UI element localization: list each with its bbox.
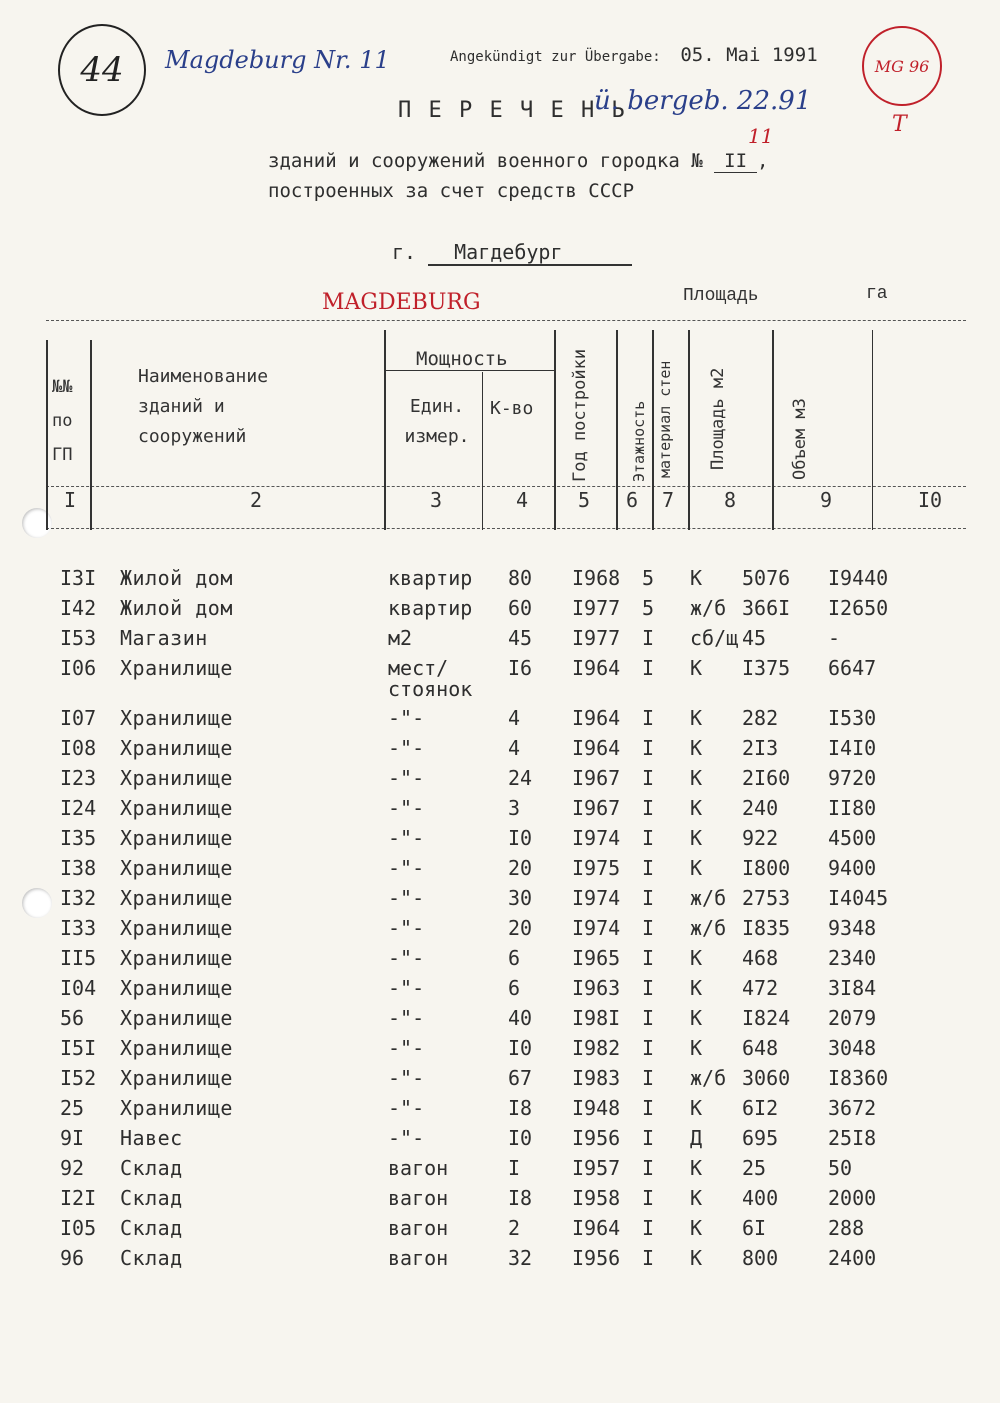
colnum-9: 9	[819, 488, 833, 512]
grid-line-1	[90, 340, 92, 530]
cell-year: I974	[572, 886, 621, 910]
cell-qty: I0	[508, 1126, 533, 1150]
cell-qty: 60	[508, 596, 533, 620]
cell-year: I968	[572, 566, 621, 590]
cell-year: I963	[572, 976, 621, 1000]
cell-no: I07	[60, 706, 97, 730]
table-row	[0, 1246, 1000, 1276]
cell-volume: 9720	[828, 766, 877, 790]
cell-area: 45	[742, 626, 767, 650]
colnum-5: 5	[577, 488, 591, 512]
header-material: материал стен	[656, 360, 674, 478]
cell-name: Хранилище	[120, 916, 233, 940]
cell-name: Хранилище	[120, 946, 233, 970]
cell-material: К	[690, 1096, 703, 1120]
cell-volume: I9440	[828, 566, 889, 590]
cell-unit: -"-	[388, 1066, 425, 1090]
cell-volume: I4045	[828, 886, 889, 910]
cell-unit: квартир	[388, 596, 473, 620]
cell-area: 366I	[742, 596, 791, 620]
table-row	[0, 566, 1000, 596]
cell-floors: I	[642, 1216, 655, 1240]
table-row	[0, 916, 1000, 946]
header-floors: Этажность	[630, 400, 648, 482]
cell-area: 400	[742, 1186, 779, 1210]
cell-floors: I	[642, 1186, 655, 1210]
mg-stamp-text: MG 96	[874, 56, 930, 76]
cell-name: Хранилище	[120, 656, 233, 680]
cell-unit: -"-	[388, 856, 425, 880]
table-row	[0, 796, 1000, 826]
header-area: Площадь м2	[708, 367, 728, 470]
cell-volume: 4500	[828, 826, 877, 850]
colnum-8: 8	[723, 488, 737, 512]
table-row	[0, 976, 1000, 1006]
town-number: II	[714, 150, 757, 173]
cell-qty: 4	[508, 706, 521, 730]
cell-qty: I8	[508, 1186, 533, 1210]
cell-unit: -"-	[388, 1096, 425, 1120]
cell-name: Хранилище	[120, 856, 233, 880]
cell-name: Хранилище	[120, 736, 233, 760]
cell-material: К	[690, 1156, 703, 1180]
cell-no: 92	[60, 1156, 85, 1180]
grid-line-8	[772, 330, 774, 530]
cell-material: К	[690, 656, 703, 680]
cell-unit2: стоянок	[388, 677, 473, 701]
cell-year: I967	[572, 766, 621, 790]
cell-qty: 20	[508, 856, 533, 880]
colnum-3: 3	[429, 488, 443, 512]
subtitle-line-1: зданий и сооружений военного городка № II ,	[268, 150, 769, 172]
mg-circle-stamp	[862, 26, 942, 106]
cell-floors: I	[642, 766, 655, 790]
cell-volume: 2079	[828, 1006, 877, 1030]
cell-no: I42	[60, 596, 97, 620]
cell-qty: 45	[508, 626, 533, 650]
cell-year: I982	[572, 1036, 621, 1060]
cell-floors: 5	[642, 596, 655, 620]
cell-material: К	[690, 766, 703, 790]
cell-material: К	[690, 856, 703, 880]
cell-no: I08	[60, 736, 97, 760]
city-name: Магдебург	[428, 240, 632, 266]
cell-year: I977	[572, 626, 621, 650]
cell-volume: 9348	[828, 916, 877, 940]
cell-material: К	[690, 736, 703, 760]
cell-qty: 24	[508, 766, 533, 790]
cell-year: I965	[572, 946, 621, 970]
cell-area: I824	[742, 1006, 791, 1030]
cell-volume: 288	[828, 1216, 865, 1240]
cell-unit: -"-	[388, 886, 425, 910]
grid-line-0	[46, 340, 48, 530]
header-name: Наименование зданий и сооружений	[138, 366, 269, 447]
cell-no: 25	[60, 1096, 85, 1120]
cell-year: I964	[572, 706, 621, 730]
cell-unit: м2	[388, 626, 413, 650]
colnum-10: I0	[917, 488, 943, 512]
cell-area: 3060	[742, 1066, 791, 1090]
cell-floors: I	[642, 736, 655, 760]
circled-number-text: 44	[80, 50, 124, 90]
table-row	[0, 1006, 1000, 1036]
cell-no: I5I	[60, 1036, 97, 1060]
cell-no: I24	[60, 796, 97, 820]
subtitle-line-2: построенных за счет средств СССР	[268, 180, 635, 202]
cell-material: К	[690, 1036, 703, 1060]
cell-floors: I	[642, 946, 655, 970]
table-row	[0, 706, 1000, 736]
stamp-mark: T	[892, 112, 907, 137]
cell-name: Навес	[120, 1126, 183, 1150]
table-row	[0, 1126, 1000, 1156]
cell-area: 648	[742, 1036, 779, 1060]
table-row	[0, 856, 1000, 886]
cell-area: I835	[742, 916, 791, 940]
cell-qty: 6	[508, 976, 521, 1000]
table-row	[0, 1156, 1000, 1186]
cell-qty: 4	[508, 736, 521, 760]
circled-page-number	[58, 24, 146, 116]
table-row	[0, 626, 1000, 656]
cell-name: Хранилище	[120, 1006, 233, 1030]
cell-floors: I	[642, 1246, 655, 1270]
grid-line-3	[482, 372, 483, 530]
cell-area: 25	[742, 1156, 767, 1180]
cell-floors: I	[642, 706, 655, 730]
grid-line-4	[554, 330, 556, 530]
cell-no: I06	[60, 656, 97, 680]
header-capacity: Мощность	[416, 348, 508, 370]
cell-area: 800	[742, 1246, 779, 1270]
cell-floors: I	[642, 1006, 655, 1030]
cell-area: I800	[742, 856, 791, 880]
cell-unit: -"-	[388, 1126, 425, 1150]
stamp-date: 05. Mai 1991	[680, 44, 818, 66]
table-row	[0, 1096, 1000, 1126]
top-handwritten-note: Magdeburg Nr. 11	[165, 46, 390, 74]
colnum-2: 2	[249, 488, 263, 512]
city-latin-handwritten: MAGDEBURG	[322, 290, 481, 315]
cell-name: Хранилище	[120, 1036, 233, 1060]
cell-volume: 3048	[828, 1036, 877, 1060]
cell-floors: I	[642, 796, 655, 820]
cell-area: 6I	[742, 1216, 767, 1240]
cell-volume: I4I0	[828, 736, 877, 760]
cell-floors: I	[642, 1066, 655, 1090]
cell-floors: I	[642, 976, 655, 1000]
cell-qty: 30	[508, 886, 533, 910]
cell-year: I964	[572, 656, 621, 680]
cell-qty: 20	[508, 916, 533, 940]
cell-material: ж/б	[690, 596, 727, 620]
colnum-1: I	[63, 488, 77, 512]
cell-material: К	[690, 796, 703, 820]
cell-name: Хранилище	[120, 826, 233, 850]
cell-volume: 3672	[828, 1096, 877, 1120]
cell-material: Д	[690, 1126, 703, 1150]
cell-floors: I	[642, 886, 655, 910]
cell-no: I53	[60, 626, 97, 650]
cell-no: I04	[60, 976, 97, 1000]
cell-no: 56	[60, 1006, 85, 1030]
table-row	[0, 826, 1000, 856]
cell-material: К	[690, 706, 703, 730]
cell-material: ж/б	[690, 886, 727, 910]
cell-unit: -"-	[388, 976, 425, 1000]
colnum-7: 7	[661, 488, 675, 512]
cell-name: Жилой дом	[120, 596, 233, 620]
table-header-bottom	[46, 528, 966, 529]
cell-unit: вагон	[388, 1216, 449, 1240]
cell-area: 2I3	[742, 736, 779, 760]
header-year: Год постройки	[570, 348, 590, 482]
cell-year: I948	[572, 1096, 621, 1120]
cell-name: Хранилище	[120, 706, 233, 730]
cell-qty: 2	[508, 1216, 521, 1240]
cell-unit: вагон	[388, 1246, 449, 1270]
cell-material: К	[690, 976, 703, 1000]
colnum-6: 6	[625, 488, 639, 512]
cell-year: I964	[572, 736, 621, 760]
cell-qty: 3	[508, 796, 521, 820]
table-row	[0, 1036, 1000, 1066]
cell-name: Склад	[120, 1156, 183, 1180]
cell-year: I957	[572, 1156, 621, 1180]
cell-volume: 6647	[828, 656, 877, 680]
town-number-correction: 11	[748, 124, 774, 148]
cell-volume: -	[828, 626, 841, 650]
cell-volume: 9400	[828, 856, 877, 880]
cell-name: Склад	[120, 1246, 183, 1270]
cell-qty: 40	[508, 1006, 533, 1030]
header-no: №№ по ГП	[52, 377, 73, 465]
cell-no: 96	[60, 1246, 85, 1270]
column-number-border	[46, 486, 966, 487]
cell-unit: -"-	[388, 706, 425, 730]
cell-unit: мест/	[388, 656, 449, 680]
cell-no: I52	[60, 1066, 97, 1090]
cell-qty: 32	[508, 1246, 533, 1270]
cell-no: I2I	[60, 1186, 97, 1210]
cell-floors: I	[642, 856, 655, 880]
cell-year: I98I	[572, 1006, 621, 1030]
cell-name: Хранилище	[120, 1066, 233, 1090]
table-row	[0, 596, 1000, 626]
cell-area: 472	[742, 976, 779, 1000]
cell-floors: I	[642, 1096, 655, 1120]
cell-name: Магазин	[120, 626, 208, 650]
cell-year: I974	[572, 916, 621, 940]
cell-unit: -"-	[388, 766, 425, 790]
cell-area: 6I2	[742, 1096, 779, 1120]
cell-floors: I	[642, 656, 655, 680]
colnum-4: 4	[515, 488, 529, 512]
cell-qty: I	[508, 1156, 521, 1180]
cell-volume: 3I84	[828, 976, 877, 1000]
cell-area: 695	[742, 1126, 779, 1150]
cell-area: 468	[742, 946, 779, 970]
area-unit: га	[866, 284, 888, 304]
document-title: П Е Р Е Ч Е Н Ь	[398, 98, 627, 123]
cell-material: К	[690, 566, 703, 590]
table-row	[0, 1216, 1000, 1246]
cell-volume: 50	[828, 1156, 853, 1180]
table-row	[0, 886, 1000, 916]
cell-material: ж/б	[690, 916, 727, 940]
cell-floors: I	[642, 916, 655, 940]
cell-volume: 2400	[828, 1246, 877, 1270]
table-row	[0, 1066, 1000, 1096]
table-row	[0, 1186, 1000, 1216]
cell-no: II5	[60, 946, 97, 970]
cell-area: 240	[742, 796, 779, 820]
cell-year: I956	[572, 1126, 621, 1150]
cell-floors: 5	[642, 566, 655, 590]
cell-unit: -"-	[388, 946, 425, 970]
cell-floors: I	[642, 1156, 655, 1180]
cell-year: I974	[572, 826, 621, 850]
cell-material: ж/б	[690, 1066, 727, 1090]
cell-unit: -"-	[388, 916, 425, 940]
header-volume: Объем м3	[790, 398, 810, 480]
cell-volume: I530	[828, 706, 877, 730]
cell-no: I35	[60, 826, 97, 850]
cell-unit: -"-	[388, 1006, 425, 1030]
cell-unit: вагон	[388, 1156, 449, 1180]
table-top-border	[46, 320, 966, 321]
cell-qty: I0	[508, 826, 533, 850]
cell-area: 282	[742, 706, 779, 730]
cell-volume: II80	[828, 796, 877, 820]
subtitle-text: зданий и сооружений военного городка №	[268, 150, 703, 172]
stamp-label: Angekündigt zur Übergabe:	[450, 49, 661, 65]
header-unit: Един. измер.	[404, 396, 470, 447]
cell-qty: I6	[508, 656, 533, 680]
cell-volume: I8360	[828, 1066, 889, 1090]
cell-name: Хранилище	[120, 1096, 233, 1120]
area-label: Площадь	[683, 286, 759, 306]
cell-name: Жилой дом	[120, 566, 233, 590]
cell-material: К	[690, 1006, 703, 1030]
cell-qty: 67	[508, 1066, 533, 1090]
grid-line-2	[384, 330, 386, 530]
cell-no: I23	[60, 766, 97, 790]
cell-qty: 80	[508, 566, 533, 590]
cell-year: I967	[572, 796, 621, 820]
cell-year: I977	[572, 596, 621, 620]
cell-material: К	[690, 1186, 703, 1210]
cell-unit: квартир	[388, 566, 473, 590]
cell-material: К	[690, 1246, 703, 1270]
cell-year: I983	[572, 1066, 621, 1090]
cell-material: К	[690, 826, 703, 850]
cell-area: 5076	[742, 566, 791, 590]
cell-qty: 6	[508, 946, 521, 970]
cell-area: 2753	[742, 886, 791, 910]
cell-volume: I2650	[828, 596, 889, 620]
cell-name: Склад	[120, 1216, 183, 1240]
cell-name: Хранилище	[120, 976, 233, 1000]
cell-qty: I8	[508, 1096, 533, 1120]
table-row	[0, 736, 1000, 766]
cell-area: I375	[742, 656, 791, 680]
cell-unit: -"-	[388, 736, 425, 760]
cell-name: Хранилище	[120, 796, 233, 820]
cell-floors: I	[642, 1036, 655, 1060]
cell-volume: 2340	[828, 946, 877, 970]
grid-line-9	[872, 330, 873, 530]
cell-name: Хранилище	[120, 886, 233, 910]
cell-no: I05	[60, 1216, 97, 1240]
cell-no: 9I	[60, 1126, 85, 1150]
cell-year: I964	[572, 1216, 621, 1240]
cell-floors: I	[642, 626, 655, 650]
city-line	[392, 240, 632, 266]
cell-qty: I0	[508, 1036, 533, 1060]
cell-area: 2I60	[742, 766, 791, 790]
cell-no: I32	[60, 886, 97, 910]
cell-year: I958	[572, 1186, 621, 1210]
cell-material: К	[690, 1216, 703, 1240]
table-row	[0, 766, 1000, 796]
cell-floors: I	[642, 1126, 655, 1150]
cell-unit: -"-	[388, 1036, 425, 1060]
cell-unit: вагон	[388, 1186, 449, 1210]
cell-floors: I	[642, 826, 655, 850]
cell-volume: 2000	[828, 1186, 877, 1210]
announcement-stamp	[450, 44, 818, 66]
cell-no: I33	[60, 916, 97, 940]
cell-unit: -"-	[388, 796, 425, 820]
cell-material: сб/щ	[690, 626, 739, 650]
cell-volume: 25I8	[828, 1126, 877, 1150]
city-prefix: г.	[392, 240, 417, 264]
cell-area: 922	[742, 826, 779, 850]
cell-year: I975	[572, 856, 621, 880]
cell-material: К	[690, 946, 703, 970]
cell-year: I956	[572, 1246, 621, 1270]
cell-no: I38	[60, 856, 97, 880]
cell-name: Хранилище	[120, 766, 233, 790]
cell-name: Склад	[120, 1186, 183, 1210]
cell-unit: -"-	[388, 826, 425, 850]
cell-no: I3I	[60, 566, 97, 590]
table-row	[0, 946, 1000, 976]
header-qty: К-во	[490, 398, 534, 419]
table-row	[0, 656, 1000, 701]
handwritten-date-note: ü. bergeb. 22.91	[594, 86, 812, 116]
